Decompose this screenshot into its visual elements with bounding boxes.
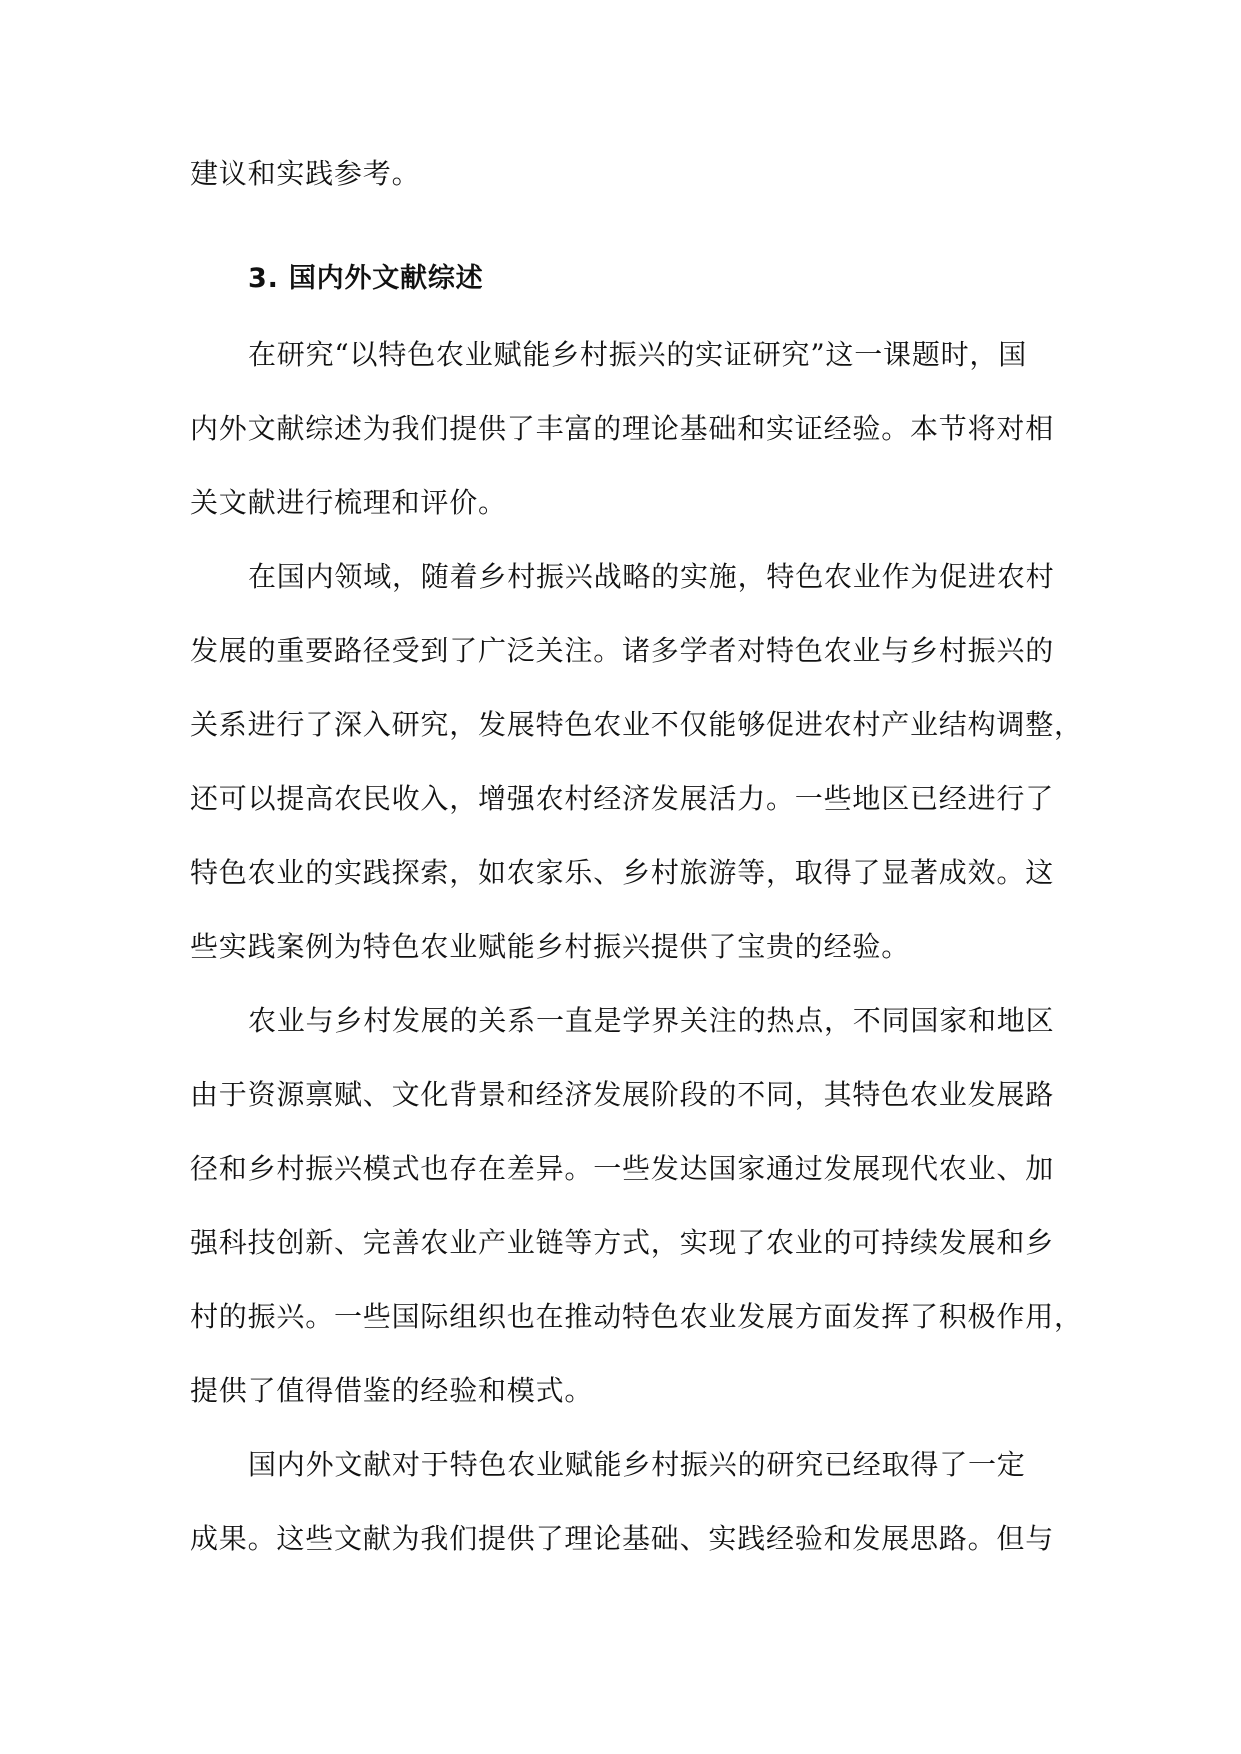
paragraph-line: 村的振兴。一些国际组织也在推动特色农业发展方面发挥了积极作用， xyxy=(190,1300,1083,1333)
paragraph-line: 在研究“以特色农业赋能乡村振兴的实证研究”这一课题时，国 xyxy=(248,338,1028,371)
paragraph-line: 强科技创新、完善农业产业链等方式，实现了农业的可持续发展和乡 xyxy=(190,1226,1055,1259)
paragraph-line: 关文献进行梳理和评价。 xyxy=(190,486,507,519)
paragraph-line: 农业与乡村发展的关系一直是学界关注的热点，不同国家和地区 xyxy=(248,1004,1055,1037)
paragraph-line: 提供了值得借鉴的经验和模式。 xyxy=(190,1374,594,1407)
paragraph-line: 内外文献综述为我们提供了丰富的理论基础和实证经验。本节将对相 xyxy=(190,412,1055,445)
paragraph-line: 关系进行了深入研究，发展特色农业不仅能够促进农村产业结构调整， xyxy=(190,708,1083,741)
paragraph-line: 特色农业的实践探索，如农家乐、乡村旅游等，取得了显著成效。这 xyxy=(190,856,1055,889)
paragraph-line: 些实践案例为特色农业赋能乡村振兴提供了宝贵的经验。 xyxy=(190,930,911,963)
paragraph-line: 在国内领域，随着乡村振兴战略的实施，特色农业作为促进农村 xyxy=(248,560,1055,593)
paragraph-line: 由于资源禀赋、文化背景和经济发展阶段的不同，其特色农业发展路 xyxy=(190,1078,1055,1111)
paragraph-line: 成果。这些文献为我们提供了理论基础、实践经验和发展思路。但与 xyxy=(190,1522,1055,1555)
paragraph-line: 径和乡村振兴模式也存在差异。一些发达国家通过发展现代农业、加 xyxy=(190,1152,1055,1185)
text-line: 建议和实践参考。 xyxy=(190,157,421,190)
paragraph-line: 还可以提高农民收入，增强农村经济发展活力。一些地区已经进行了 xyxy=(190,782,1055,815)
paragraph-line: 发展的重要路径受到了广泛关注。诸多学者对特色农业与乡村振兴的 xyxy=(190,634,1055,667)
section-heading: 3. 国内外文献综述 xyxy=(248,263,484,294)
paragraph-line: 国内外文献对于特色农业赋能乡村振兴的研究已经取得了一定 xyxy=(248,1448,1026,1481)
